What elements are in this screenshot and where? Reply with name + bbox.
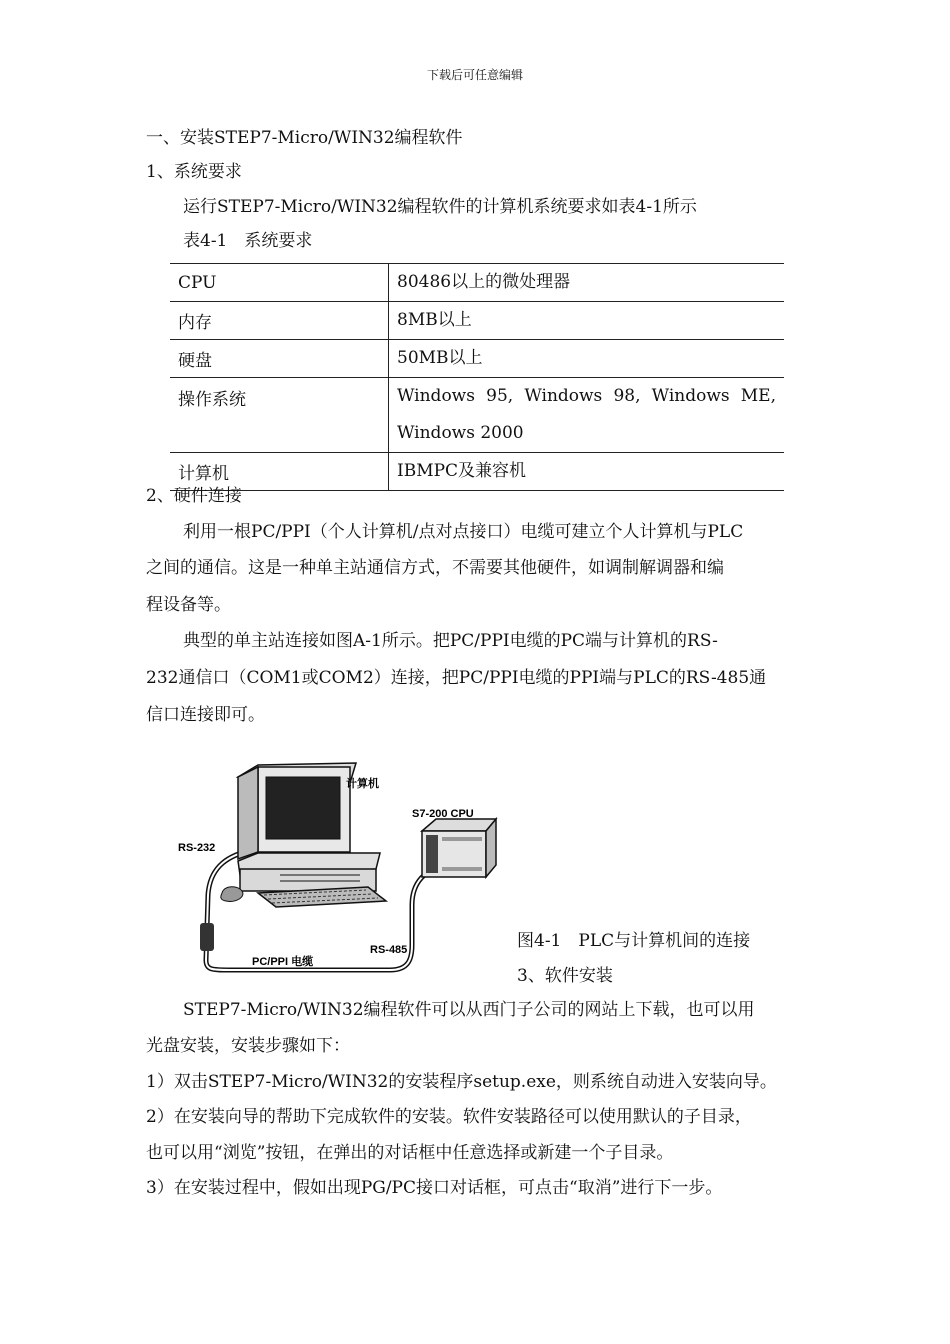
section-hardware: 2、硬件连接 [146, 486, 242, 506]
label-rs232: RS-232 [178, 842, 216, 854]
step-2-cont: 也可以用“浏览”按钮，在弹出的对话框中任意选择或新建一个子目录。 [146, 1143, 674, 1163]
label-cpu: S7-200 CPU [412, 808, 474, 820]
table-cell-value [389, 378, 785, 453]
table-cell-value: IBMPC及兼容机 [389, 453, 785, 491]
table-row [170, 378, 784, 453]
step-3: 3）在安装过程中，假如出现PG/PC接口对话框，可点击“取消”进行下一步。 [146, 1178, 723, 1198]
step-2: 2）在安装向导的帮助下完成软件的安装。软件安装路径可以使用默认的子目录， [146, 1107, 752, 1127]
connection-figure [160, 755, 500, 980]
heading-install: 一、安装STEP7-Micro/WIN32编程软件 [146, 128, 463, 148]
table-row [170, 453, 784, 491]
label-cable: PC/PPI 电缆 [252, 956, 314, 968]
table-cell-key: 内存 [170, 302, 389, 340]
paragraph-requirements: 运行STEP7-Micro/WIN32编程软件的计算机系统要求如表4-1所示 [183, 197, 697, 217]
os-line-2: Windows 2000 [397, 423, 524, 443]
table-row [170, 302, 784, 340]
label-rs485: RS-485 [370, 944, 408, 956]
table-cell-key: 操作系统 [170, 378, 389, 453]
cable-converter [200, 923, 214, 951]
table-cell-key: 硬盘 [170, 340, 389, 378]
paragraph-connection-line1: 典型的单主站连接如图A-1所示。把PC/PPI电缆的PC端与计算机的RS- [183, 631, 718, 651]
table-cell-value: 8MB以上 [389, 302, 785, 340]
table-cell-key: CPU [170, 264, 389, 302]
label-computer: 计算机 [346, 778, 379, 790]
table-cell-value: 50MB以上 [389, 340, 785, 378]
paragraph-connection-line2: 232通信口（COM1或COM2）连接，把PC/PPI电缆的PPI端与PLC的RS-485通 [146, 668, 767, 688]
table-row [170, 264, 784, 302]
step-1: 1）双击STEP7-Micro/WIN32的安装程序setup.exe，则系统自动进入安装向导。 [146, 1072, 777, 1092]
paragraph-pcppi-line2: 之间的通信。这是一种单主站通信方式，不需要其他硬件，如调制解调器和编 [146, 558, 724, 578]
paragraph-connection-line3: 信口连接即可。 [146, 705, 265, 725]
requirements-table [170, 263, 784, 491]
table-caption: 表4-1 系统要求 [183, 231, 313, 251]
figure-caption: 图4-1 PLC与计算机间的连接 [517, 931, 751, 951]
paragraph-download-line1: STEP7-Micro/WIN32编程软件可以从西门子公司的网站上下载，也可以用 [183, 1000, 755, 1020]
plc-icon [422, 819, 496, 877]
table-row [170, 340, 784, 378]
os-line-1: Windows 95, Windows 98, Windows ME, [397, 386, 776, 406]
table-cell-value: 80486以上的微处理器 [389, 264, 785, 302]
page-header: 下载后可任意编辑 [426, 68, 523, 82]
paragraph-pcppi-line1: 利用一根PC/PPI（个人计算机/点对点接口）电缆可建立个人计算机与PLC [183, 522, 744, 542]
table-cell-key: 计算机 [170, 453, 389, 491]
section-system-requirements: 1、系统要求 [146, 162, 242, 182]
paragraph-download-line2: 光盘安装，安装步骤如下： [146, 1036, 350, 1056]
paragraph-pcppi-line3: 程设备等。 [146, 595, 231, 615]
section-software-install: 3、软件安装 [517, 966, 613, 986]
